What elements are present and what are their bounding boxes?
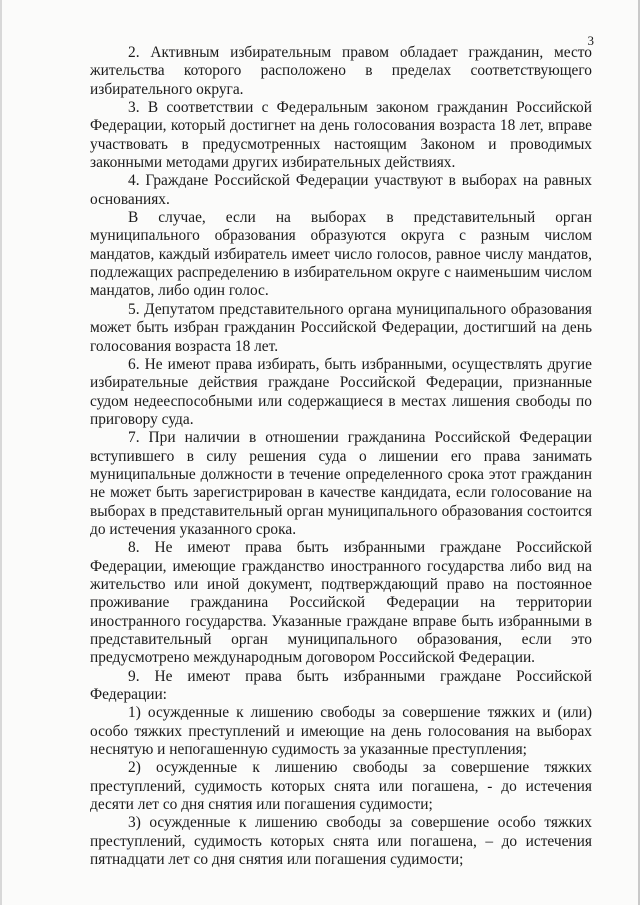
paragraph-3-federal-law: 3. В соответствии с Федеральным законом гражданин Российской Федерации, который достигнет на день голосования возраста 18 лет, вправе участвовать в предусмотренных настоящим Законом и проводимых законными методами других избирательных действиях. — [90, 99, 592, 172]
paragraph-5-deputy-eligibility: 5. Депутатом представительного органа муниципального образования может быть избран гражданин Российской Федерации, достигший на день голосования возраста 18 лет. — [90, 300, 592, 355]
paragraph-9-not-eligible: 9. Не имеют права быть избранными граждане Российской Федерации: — [90, 667, 592, 704]
paragraph-4-equal-basis: 4. Граждане Российской Федерации участвуют в выборах на равных основаниях. — [90, 172, 592, 208]
paragraph-7-court-decision: 7. При наличии в отношении гражданина Российской Федерации вступившего в силу решения суда о лишении его права занимать муниципальные должности в течение определенного срока этот гражданин не может быть зарегистрирован в качестве кандидата, если голосование на выборах в представительный орган муниципального образования состоится до истечения указанного срока. — [90, 429, 592, 538]
page-number: 3 — [587, 33, 594, 48]
paragraph-2-active-right: 2. Активным избирательным правом обладает гражданин, место жительства которого расположено в пределах соответствующего избирательного округа. — [90, 44, 592, 98]
list-item-2: 2) осужденные к лишению свободы за совершение тяжких преступлений, судимость которых снята или погашена, - до истечения десяти лет со дня снятия или погашения судимости; — [90, 759, 592, 814]
list-item-1: 1) осужденные к лишению свободы за совершение тяжких и (или) особо тяжких преступлений и имеющие на день голосования на выборах неснятую и непогашенную судимость за указанные преступления; — [90, 704, 592, 759]
paragraph-8-foreign-citizenship: 8. Не имеют права быть избранными граждане Российской Федерации, имеющие гражданство иностранного государства либо вид на жительство или иной документ, подтверждающий право на постоянное проживание гражданина Российской Федерации на территории иностранного государства. Указанные граждане вправе быть избранными в представительный орган муниципального образования, если это предусмотрено международным договором Российской Федерации. — [90, 539, 592, 667]
list-item-3: 3) осужденные к лишению свободы за совершение особо тяжких преступлений, судимость которых снята или погашена, – до истечения пятнадцати лет со дня снятия или погашения судимости; — [90, 814, 592, 869]
paragraph-multi-mandate-districts: В случае, если на выборах в представительный орган муниципального образования образуются округа с разным числом мандатов, каждый избиратель имеет число голосов, равное числу мандатов, подлежащих распределению в избирательном округе с наименьшим числом мандатов, либо один голос. — [90, 209, 592, 300]
document-body — [90, 44, 592, 869]
paragraph-6-no-voting-rights: 6. Не имеют права избирать, быть избранными, осуществлять другие избирательные действия граждане Российской Федерации, признанные судом недееспособными или содержащиеся в местах лишения свободы по приговору суда. — [90, 355, 592, 428]
